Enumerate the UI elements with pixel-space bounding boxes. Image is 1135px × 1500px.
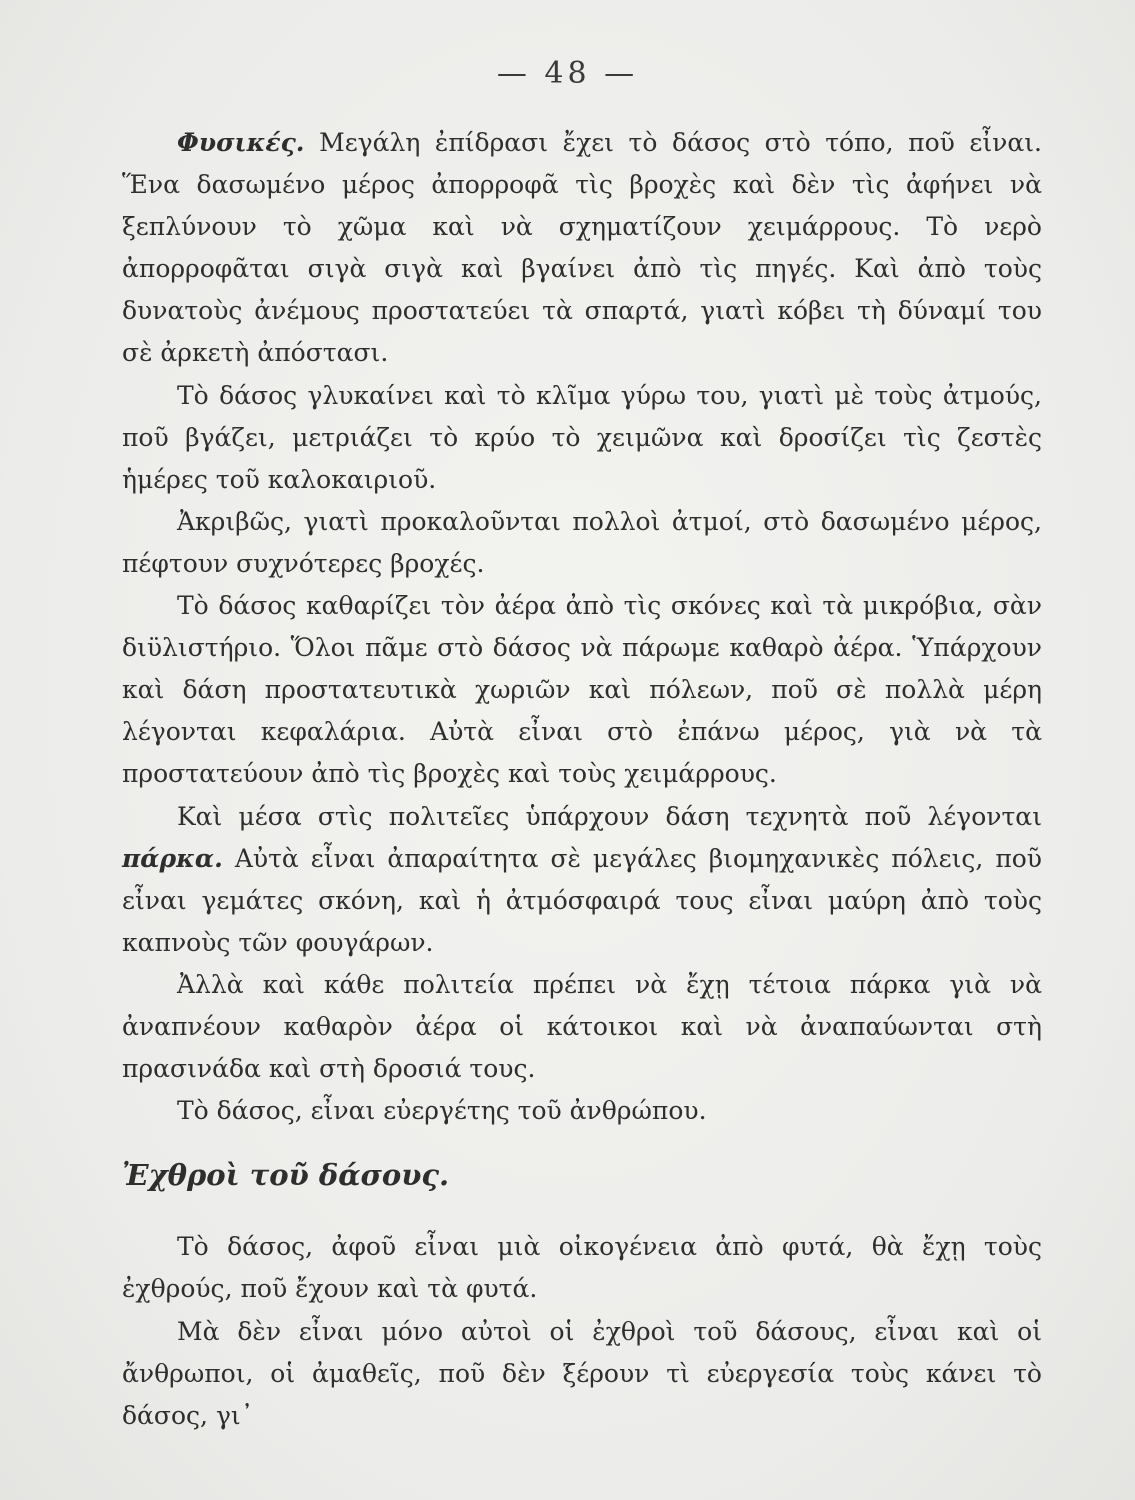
paragraph-benefactor: Τὸ δάσος, εἶναι εὐεργέτης τοῦ ἀνθρώπου. (177, 1096, 707, 1126)
page-number: — 48 — (496, 56, 639, 91)
paragraph-city-parks: Ἀλλὰ καὶ κάθε πολιτεία πρέπει νὰ ἔχῃ τέτοια πάρκα γιὰ νὰ ἀναπνέουν καθαρὸν ἀέρα οἱ κάτοικοι καὶ νὰ ἀναπαύωνται στὴ πρασινάδα καὶ στὴ δροσιά τους. (122, 969, 1042, 1084)
paragraph-humans: Μὰ δὲν εἶναι μόνο αὐτοὶ οἱ ἐχθροὶ τοῦ δάσους, εἶναι καὶ οἱ ἄνθρωποι, οἱ ἀμαθεῖς, ποῦ δὲν ξέρουν τὶ εὐεργεσία τοὺς κάνει τὸ δάσος, γι᾽ (122, 1316, 1042, 1430)
paragraph-parks (122, 796, 1042, 964)
paragraph-climate: Τὸ δάσος γλυκαίνει καὶ τὸ κλῖμα γύρω του, γιατὶ μὲ τοὺς ἀτμούς, ποῦ βγάζει, μετριάζει τὸ κρύο τὸ χειμῶνα καὶ δροσίζει τὶς ζεστὲς ἡμέρες τοῦ καλοκαιριοῦ. (122, 380, 1042, 494)
paragraph-text: Αὐτὰ εἶναι ἀπαραίτητα σὲ μεγάλες βιομηχανικὲς πόλεις, ποῦ εἶναι γεμάτες σκόνη, καὶ ἡ ἀτμόσφαιρά τους εἶναι μαύρη ἀπὸ τοὺς καπνοὺς τῶν φουγάρων. (122, 843, 1042, 957)
term-parks: πάρκα. (122, 843, 223, 873)
page-body (122, 122, 1042, 1437)
paragraph-text: Καὶ μέσα στὶς πολιτεῖες ὑπάρχουν δάση τεχνητὰ ποῦ λέγονται (177, 801, 1042, 831)
paragraph-air: Τὸ δάσος καθαρίζει τὸν ἀέρα ἀπὸ τὶς σκόνες καὶ τὰ μικρόβια, σὰν διϋλιστήριο. Ὅλοι πᾶμε στὸ δάσος νὰ πάρωμε καθαρὸ ἀέρα. Ὑπάρχουν καὶ δάση προστατευτικὰ χωριῶν καὶ πόλεων, ποῦ σὲ πολλὰ μέρη λέγονται κεφαλάρια. Αὐτὰ εἶναι στὸ ἐπάνω μέρος, γιὰ νὰ τὰ προστατεύουν ἀπὸ τὶς βροχὲς καὶ τοὺς χειμάρρους. (122, 591, 1042, 789)
section-title-enemies: Ἐχθροὶ τοῦ δάσους. (122, 1158, 450, 1193)
paragraph-enemies: Τὸ δάσος, ἀφοῦ εἶναι μιὰ οἰκογένεια ἀπὸ φυτά, θὰ ἔχῃ τοὺς ἐχθρούς, ποῦ ἔχουν καὶ τὰ φυτά. (122, 1232, 1042, 1304)
paragraph-text: Μεγάλη ἐπίδρασι ἔχει τὸ δάσος στὸ τόπο, ποῦ εἶναι. Ἕνα δασωμένο μέρος ἀπορροφᾶ τὶς βροχὲς καὶ δὲν τὶς ἀφήνει νὰ ξεπλύνουν τὸ χῶμα καὶ νὰ σχηματίζουν χειμάρρους. Τὸ νερὸ ἀπορροφᾶται σιγὰ σιγὰ καὶ βγαίνει ἀπὸ τὶς πηγές. Καὶ ἀπὸ τοὺς δυνατοὺς ἀνέμους προστατεύει τὰ σπαρτά, γιατὶ κόβει τὴ δύναμί του σὲ ἀρκετὴ ἀπόστασι. (122, 128, 1042, 368)
section-title-physical: Φυσικές. (177, 128, 305, 157)
paragraph-rain: Ἀκριβῶς, γιατὶ προκαλοῦνται πολλοὶ ἀτμοί, στὸ δασωμένο μέρος, πέφτουν συχνότερες βροχές. (122, 506, 1042, 578)
paragraph-physical (122, 122, 1042, 375)
